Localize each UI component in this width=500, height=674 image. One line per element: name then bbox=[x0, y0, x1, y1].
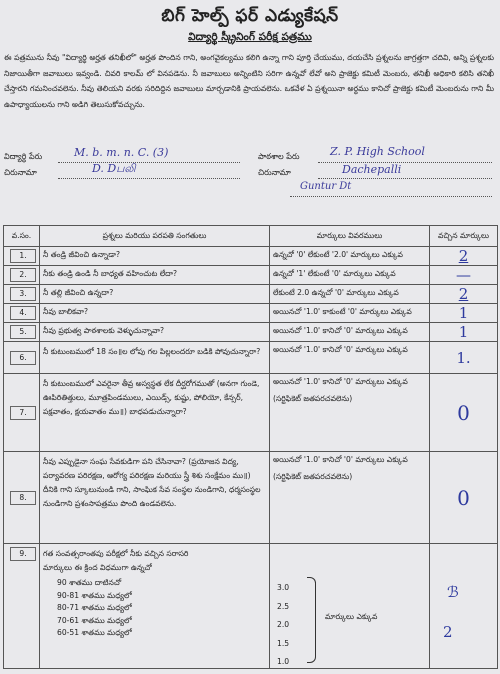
row-mark: — bbox=[456, 266, 471, 284]
form-title: బిగ్ హెల్ప్ ఫర్ ఎడ్యుకేషన్ bbox=[161, 6, 339, 26]
col-header-question: ప్రశ్నలు మరియు పరపతి సంగతులు bbox=[40, 226, 270, 247]
row-number: 7. bbox=[10, 406, 36, 420]
grade-mark-cell bbox=[433, 547, 494, 665]
row-mark: 0 bbox=[457, 400, 470, 425]
row-marks-desc: అయినచో '1.0' కాకుంటే '0' మార్కులు ఎక్కువ bbox=[270, 304, 430, 323]
row-number: 6. bbox=[10, 351, 36, 365]
grade-scale bbox=[277, 579, 289, 672]
row-marks-desc: మార్కులు ఎక్కువ bbox=[325, 612, 378, 621]
row-mark: 1. bbox=[456, 348, 471, 367]
scale-value: 2.5 bbox=[277, 601, 290, 611]
row-marks-desc: లేకుంటే 2.0 ఉన్నచో '0' మార్కులు ఎక్కువ bbox=[270, 285, 430, 304]
col-header-marks-desc: మార్కులు వివరములు bbox=[270, 226, 430, 247]
screening-table bbox=[3, 225, 498, 669]
table-row bbox=[4, 247, 498, 266]
student-address-label: చిరునామా bbox=[4, 168, 37, 177]
school-address-value: Dachepalli bbox=[342, 163, 402, 176]
row-number: 5. bbox=[10, 325, 36, 339]
row-mark: 1 bbox=[458, 304, 469, 322]
scale-value: 3.0 bbox=[277, 583, 290, 592]
row-question: నీవు ఎప్పుడైనా సంఘ సేవకుడిగా పని చేసినావా? (ప్రయోజన విద్య, పర్యావరణ పరిరక్షణ, ఆరోగ్య పరిరక్షణ మరియు స్త్రీ శిశు సంక్షేమం ము॥) దీనికి గాని స్కూలునుండి గాని, సాంఘిక సేవ సంస్థల నుండిగాని, ధర్మసంస్థల నుండిగాని ప్రశంసాపత్రము పొంది ఉండవలెను. bbox=[40, 452, 270, 544]
row-marks-desc: అయినచో '1.0' కానిచో '0' మార్కులు ఎక్కువ bbox=[270, 342, 430, 374]
table-row bbox=[4, 323, 498, 342]
student-name-line bbox=[58, 162, 240, 163]
school-name-value: Z. P. High School bbox=[330, 145, 425, 158]
row-certificate-note: (సర్టిఫికెట్ జతపరచవలెను) bbox=[273, 472, 353, 481]
row-mark: 0 bbox=[457, 485, 470, 510]
row-number: 9. bbox=[10, 547, 36, 561]
table-row bbox=[4, 544, 498, 669]
table-row bbox=[4, 342, 498, 374]
table-header-row bbox=[4, 226, 498, 247]
row-number: 1. bbox=[10, 249, 36, 263]
scale-value: 2.0 bbox=[277, 620, 290, 629]
row-certificate-note: (సర్టిఫికెట్ జతపరచవలెను) bbox=[273, 394, 353, 403]
row-mark: 2 bbox=[443, 623, 453, 641]
school-address-line bbox=[318, 178, 492, 179]
row-mark: 1 bbox=[458, 323, 469, 341]
row-question: నీ కుటుంబములో ఎవరైనా తీవ్ర అస్వస్థత లేక దీర్ఘరోగముతో (అనగా గుండె, ఊపిరితిత్తులు, మూత్రపిండములు, ఎయిడ్స్, కుష్టు, పోలియో, కేన్సర్, పక్షవాతం, క్షయవాతం ము॥) బాధపడుచున్నారా? bbox=[40, 374, 270, 452]
row-marks-desc: అయినచో '1.0' కానిచో '0' మార్కులు ఎక్కువ bbox=[270, 323, 430, 342]
row-marks-desc: అయినచో '1.0' కానిచో '0' మార్కులు ఎక్కువ bbox=[273, 455, 408, 464]
row-question: నీ తల్లి జీవించి ఉన్నదా? bbox=[40, 285, 270, 304]
row-mark-scribble: ℬ bbox=[447, 583, 459, 601]
row-marks-desc: అయినచో '1.0' కానిచో '0' మార్కులు ఎక్కువ bbox=[273, 377, 408, 386]
table-row bbox=[4, 452, 498, 544]
row-question: నీవు బాలికవా? bbox=[40, 304, 270, 323]
form-subtitle: విద్యార్థి స్క్రీనింగ్ పరీక్ష పత్రము bbox=[188, 31, 312, 43]
table-row bbox=[4, 374, 498, 452]
scale-value: 1.0 bbox=[277, 657, 290, 666]
row-question: నీవు ప్రభుత్వ పాఠశాలకు వెళ్ళుచున్నావా? bbox=[40, 323, 270, 342]
col-header-sno: వ.సం. bbox=[4, 226, 40, 247]
school-name-label: పాఠశాల పేరు bbox=[258, 152, 300, 161]
grade-scale-cell bbox=[273, 547, 426, 665]
student-address-line bbox=[58, 178, 240, 179]
grade-band: 90 శాతము దాటినచో bbox=[57, 578, 122, 587]
row-number: 2. bbox=[10, 268, 36, 282]
row-number: 4. bbox=[10, 306, 36, 320]
grade-band: 80-71 శాతము మధ్యలో bbox=[57, 603, 132, 612]
grade-band: 90-81 శాతము మధ్యలో bbox=[57, 590, 132, 600]
row-mark: 2 bbox=[458, 247, 469, 265]
grade-band: 70-61 శాతము మధ్యలో bbox=[57, 615, 132, 625]
row-question: నీ కుటుంబములో 18 సం॥ల లోపు గల పిల్లలందరూ బడికి పోవుచున్నారా? bbox=[40, 342, 270, 374]
row-marks-desc: ఉన్నచో '1' లేకుంటే '0' మార్కులు ఎక్కువ bbox=[270, 266, 430, 285]
col-header-obtained: వచ్చిన మార్కులు bbox=[430, 226, 498, 247]
grade-bands bbox=[43, 577, 266, 640]
row-question: నీకు తండ్రి ఉండి నీ బాధ్యత వహించుట లేదా? bbox=[40, 266, 270, 285]
row-mark: 2 bbox=[458, 285, 469, 303]
row-question: నీ తండ్రి జీవించి ఉన్నాడా? bbox=[40, 247, 270, 266]
instructions-paragraph: ఈ పత్రమును నీవు "విద్యార్థి అర్హత తనిఖీలో" అర్హత పొందిన గాని, అంగవైకల్యము కలిగి ఉన్నా గాని పూర్తి చేయుము, దయచేసి ప్రశ్నలను జాగ్రత్తగా చదివి, అన్ని ప్రశ్నలకు నిజాయితీగా జవాబులు ఇవ్వండి. చివరి కాలమ్ లో వినపడెను. నీ జవాబులు అన్నింటిని సరిగా ఉన్నవో లేవో అని ప్రాజెక్టు కమిటీ మెంబరు, తనిఖీ అధికారి కలిసి తనిఖీ చేస్తారని గమనించవలెను. నీవు తెలియని వరకు సరిదిద్దిన జవాబులు మార్చడానికి ప్రాయవలెను. ఒకవేళ ఏ ప్రశ్నయినా అర్థము కానిచో ప్రాజెక్టు కమిటీ మెంబరును గాని మీ ఉపాధ్యాయులను గాని అడిగి తెలుసుకోవచ్చును. bbox=[4, 53, 495, 109]
table-row bbox=[4, 266, 498, 285]
student-name-label: విద్యార్థి పేరు bbox=[4, 152, 43, 161]
scale-brace bbox=[307, 577, 316, 663]
student-name-value: M. b. m. n. C. (3) bbox=[74, 146, 169, 159]
row-question: గత సంవత్సరాంతపు పరీక్షలో నీకు వచ్చిన సరాసరి మార్కులు ఈ క్రింద విధముగా ఉన్నచో bbox=[43, 549, 189, 572]
student-address-value: D. Dபலி bbox=[92, 162, 136, 175]
table-row bbox=[4, 304, 498, 323]
scale-value: 1.5 bbox=[277, 638, 290, 648]
grade-band: 60-51 శాతము మధ్యలో bbox=[57, 628, 132, 637]
school-address-label: చిరునామా bbox=[258, 168, 291, 177]
table-row bbox=[4, 285, 498, 304]
school-district-line bbox=[290, 196, 492, 197]
row-number: 3. bbox=[10, 287, 36, 301]
row-marks-desc: ఉన్నచో '0' లేకుంటే '2.0' మార్కులు ఎక్కువ bbox=[270, 247, 430, 266]
row-number: 8. bbox=[10, 491, 36, 505]
school-district-value: Guntur Dt bbox=[300, 181, 352, 192]
